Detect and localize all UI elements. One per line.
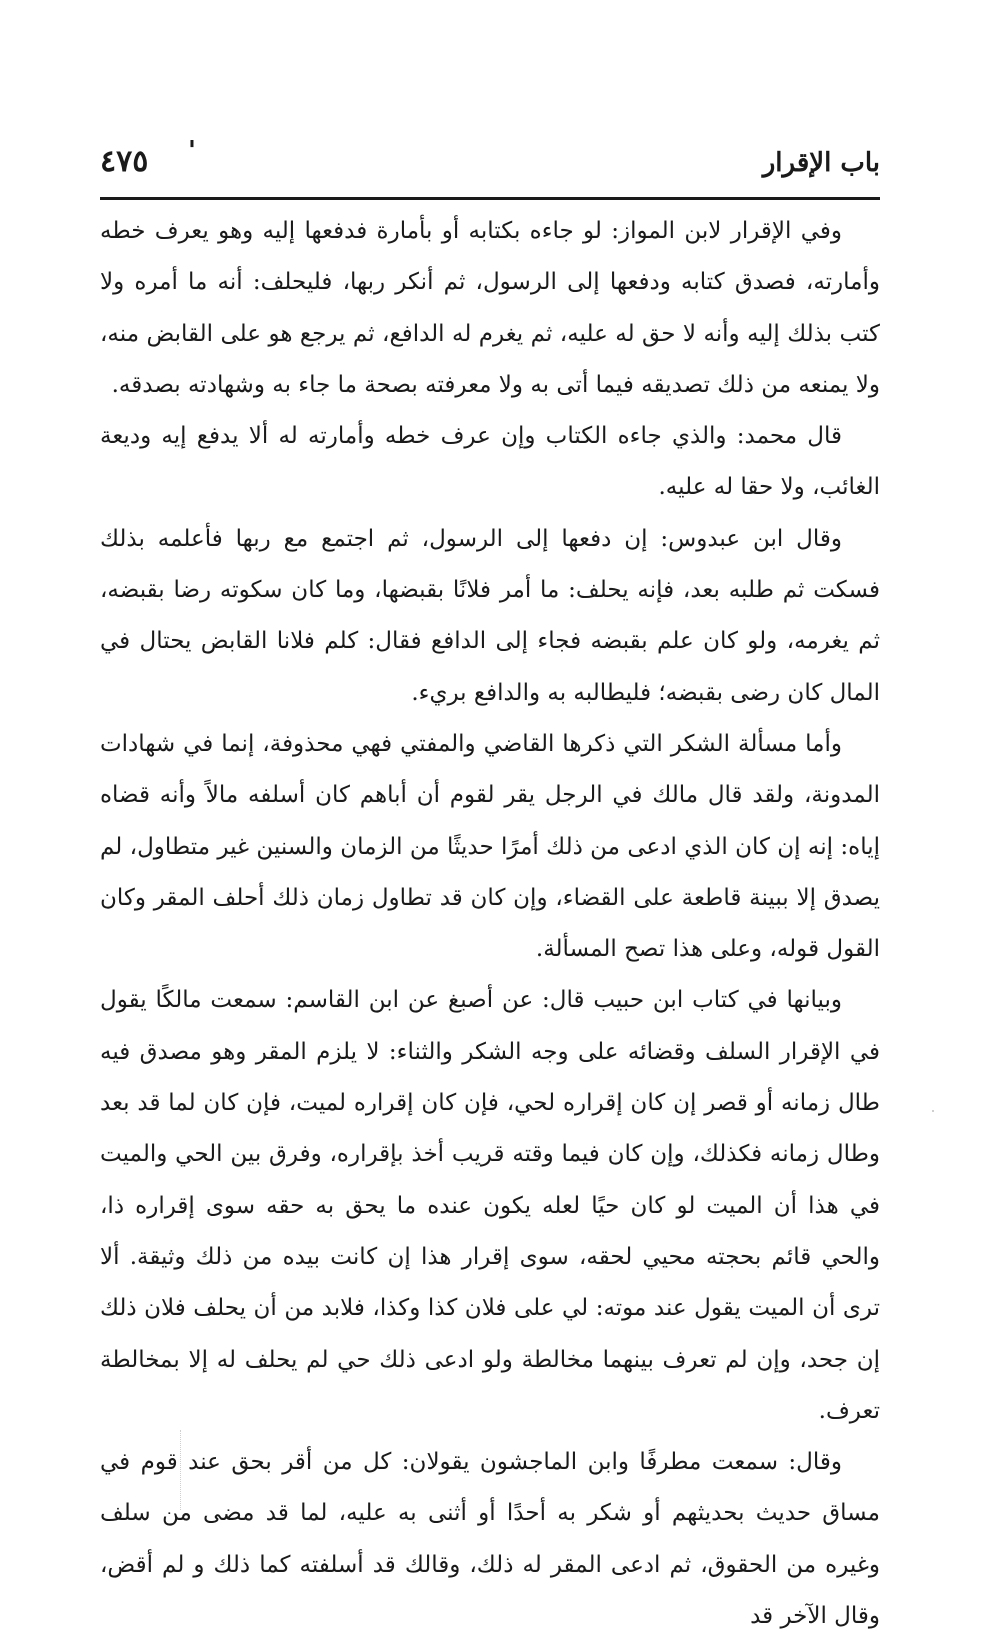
page-header xyxy=(100,136,880,198)
paragraph-3: وقال ابن عبدوس: إن دفعها إلى الرسول، ثم اجتمع مع ربها فأعلمه بذلك فسكت ثم طلبه بعد، فإنه يحلف: ما أمر فلانًا بقبضها، وما كان سكوته رضا بقبضه، ثم يغرمه، ولو كان علم بقبضه فجاء إلى الدافع فقال: كلم فلانا القابض يحتال في المال كان رضى بقبضه؛ فليطالبه به والدافع بريء. xyxy=(100,525,880,706)
paragraph-5: وبيانها في كتاب ابن حبيب قال: عن أصبغ عن ابن القاسم: سمعت مالكًا يقول في الإقرار السلف وقضائه على وجه الشكر والثناء: لا يلزم المقر وهو مصدق فيه طال زمانه أو قصر إن كان إقراره لحي، فإن كان إقراره لميت، فإن كان لما قد بعد وطال زمانه فكذلك، وإن كان فيما وقته قريب أخذ بإقراره، وفرق بين الحي والميت في هذا أن الميت لو كان حيًا لعله يكون عنده ما يحق به حقه سوى إقراره ذا، والحي قائم بحجته محيي لحقه، سوى إقرار هذا إن كانت بيده من ذلك وثيقة. ألا ترى أن الميت يقول عند موته: لي على فلان كذا وكذا، فلابد من أن يحلف فلان ذلك إن جحد، وإن لم تعرف بينهما مخالطة ولو ادعى ذلك حي لم يحلف له إلا بمخالطة تعرف. xyxy=(100,987,880,1424)
paragraph-4: وأما مسألة الشكر التي ذكرها القاضي والمفتي فهي محذوفة، إنما في شهادات المدونة، ولقد قال مالك في الرجل يقر لقوم أن أباهم كان أسلفه مالاً وأنه قضاه إياه: إنه إن كان الذي ادعى من ذلك أمرًا حديثًا من الزمان والسنين غير متطاول، لم يصدق إلا ببينة قاطعة على القضاء، وإن كان قد تطاول زمان ذلك أحلف المقر وكان القول قوله، وعلى هذا تصح المسألة. xyxy=(100,730,880,963)
header-divider xyxy=(100,197,880,200)
chapter-title: باب الإقرار xyxy=(762,148,880,178)
page-number: ٤٧٥ xyxy=(100,144,149,179)
paragraph-6: وقال: سمعت مطرفًا وابن الماجشون يقولان: كل من أقر بحق عند قوم في مساق حديث بحديثهم أو شكر به أحدًا أو أثنى به عليه، لما قد مضى من سلف وغيره من الحقوق، ثم ادعى المقر له ذلك، وقالك قد أسلفته كما ذلك و لم أقض، وقال الآخر قد xyxy=(100,1449,880,1630)
scan-artifact xyxy=(180,1430,185,1510)
scan-speck xyxy=(932,1110,934,1112)
header-mark: ' xyxy=(188,136,196,166)
paragraph-2: قال محمد: والذي جاءه الكتاب وإن عرف خطه وأمارته له ألا يدفع إيه وديعة الغائب، ولا حقا له عليه. xyxy=(100,423,880,501)
paragraph-1: وفي الإقرار لابن المواز: لو جاءه بكتابه أو بأمارة فدفعها إليه وهو يعرف خطه وأمارته، فصدق كتابه ودفعها إلى الرسول، ثم أنكر ربها، فليحلف: أنه ما أمره ولا كتب بذلك إليه وأنه لا حق له عليه، ثم يغرم له الدافع، ثم يرجع هو على القابض منه، ولا يمنعه من ذلك تصديقه فيما أتى به ولا معرفته بصحة ما جاء به وشهادته بصدقه. xyxy=(100,218,880,398)
body-text xyxy=(100,206,880,1642)
